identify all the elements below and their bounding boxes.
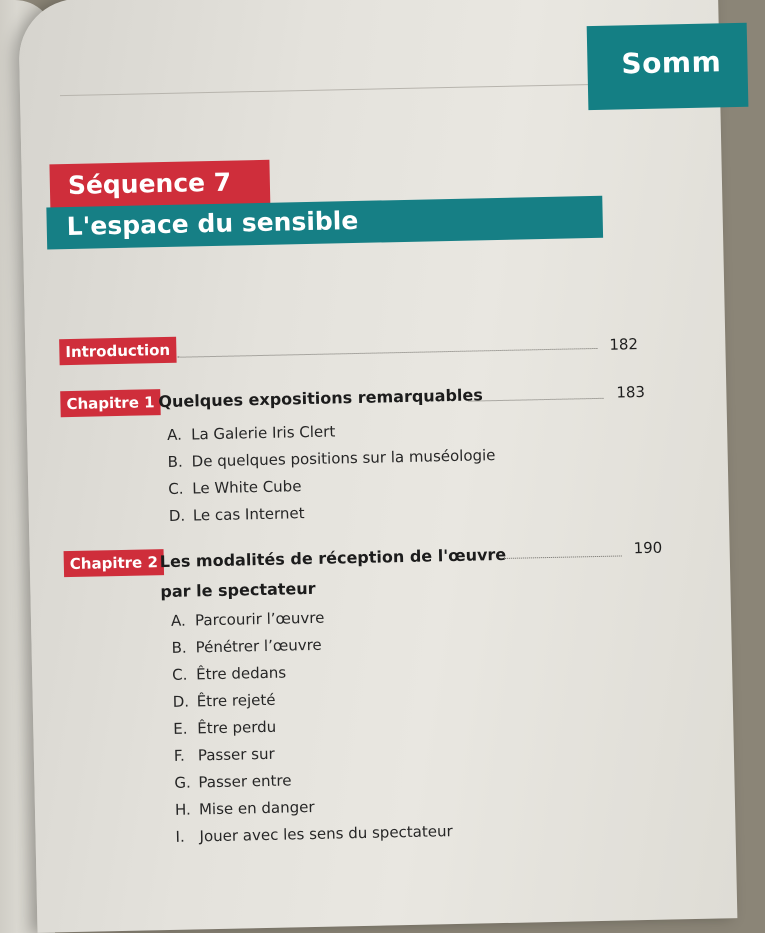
chapter2-title-line2: par le spectateur — [160, 578, 316, 602]
list-item: I. Jouer avec les sens du spectateur — [175, 822, 453, 846]
list-item: B. De quelques positions sur la muséologie — [167, 446, 496, 471]
intro-badge: Introduction — [59, 337, 176, 365]
sequence-title: L'espace du sensible — [46, 196, 603, 250]
chapter2-row — [64, 538, 664, 602]
intro-row — [59, 327, 659, 362]
chapter1-page-number: 183 — [616, 382, 646, 402]
list-item: B. Pénétrer l’œuvre — [171, 635, 322, 657]
list-item: C. Le White Cube — [168, 477, 302, 498]
sommaire-tab — [587, 23, 749, 110]
list-item: G. Passer entre — [174, 771, 292, 792]
chapter2-title-line1: Les modalités de réception de l'œuvre — [159, 544, 507, 572]
chapter2-leader-dots — [504, 555, 622, 559]
list-item: D. Être rejeté — [172, 690, 276, 711]
chapter1-badge: Chapitre 1 — [60, 389, 161, 417]
list-item: D. Le cas Internet — [168, 504, 305, 525]
sequence-label: Séquence 7 — [49, 160, 270, 209]
list-item: H. Mise en danger — [174, 797, 315, 819]
chapter1-row — [60, 379, 660, 414]
intro-page-number: 182 — [609, 335, 639, 354]
list-item: E. Être perdu — [173, 717, 277, 738]
book-page — [18, 0, 737, 933]
chapter1-leader-dots — [468, 398, 603, 403]
list-item: A. La Galerie Iris Clert — [166, 422, 336, 444]
chapter2-page-number: 190 — [633, 538, 663, 558]
chapter2-badge: Chapitre 2 — [64, 549, 165, 577]
list-item: C. Être dedans — [171, 663, 287, 684]
chapter1-title: Quelques expositions remarquables — [158, 385, 483, 412]
sommaire-tab-label: Somm — [621, 45, 722, 81]
intro-leader-dots — [178, 348, 598, 359]
list-item: F. Passer sur — [173, 744, 275, 765]
list-item: A. Parcourir l’œuvre — [170, 608, 325, 630]
